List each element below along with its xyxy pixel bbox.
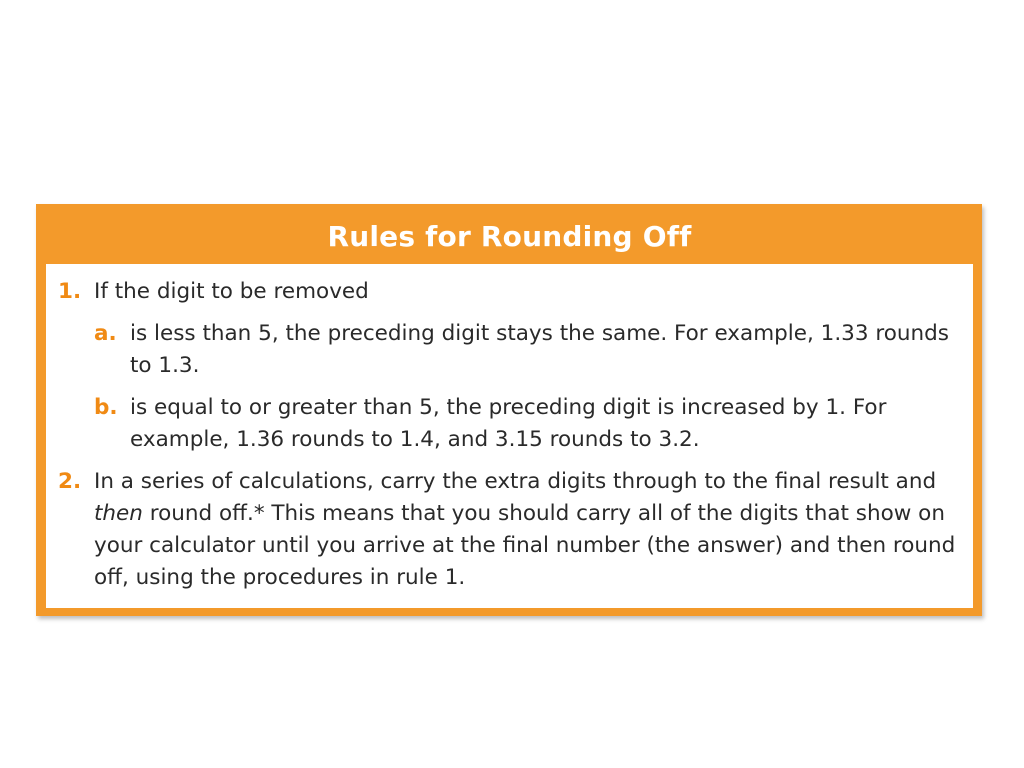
subitem-text: is equal to or greater than 5, the preceding digit is increased by 1. For example, 1.36 rounds to 1.4, and 3.15 rounds to 3.2. [130, 395, 887, 452]
rounding-rules-box [36, 204, 982, 616]
rule-1-subitem-b [94, 392, 963, 456]
subitem-letter: a. [94, 321, 117, 346]
rule-number: 2. [58, 469, 82, 494]
rule-1 [58, 276, 963, 308]
rule-text: If the digit to be removed [94, 279, 369, 304]
subitem-text: is less than 5, the preceding digit stays the same. For example, 1.33 rounds to 1.3. [130, 321, 949, 378]
subitem-letter: b. [94, 395, 118, 420]
rule-1-subitem-a [94, 318, 963, 382]
rule-text [94, 466, 963, 594]
rule-2 [58, 466, 963, 594]
rule-text-emphasis: then [94, 501, 143, 526]
box-title: Rules for Rounding Off [327, 220, 692, 253]
rule-number: 1. [58, 279, 82, 304]
rule-text-end: round off.* This means that you should carry all of the digits that show on your calculator until you arrive at the final number (the answer) and then round off, using the procedures in rule 1. [94, 501, 956, 590]
rule-text-start: In a series of calculations, carry the extra digits through to the final result and [94, 469, 937, 494]
box-body [46, 264, 973, 608]
